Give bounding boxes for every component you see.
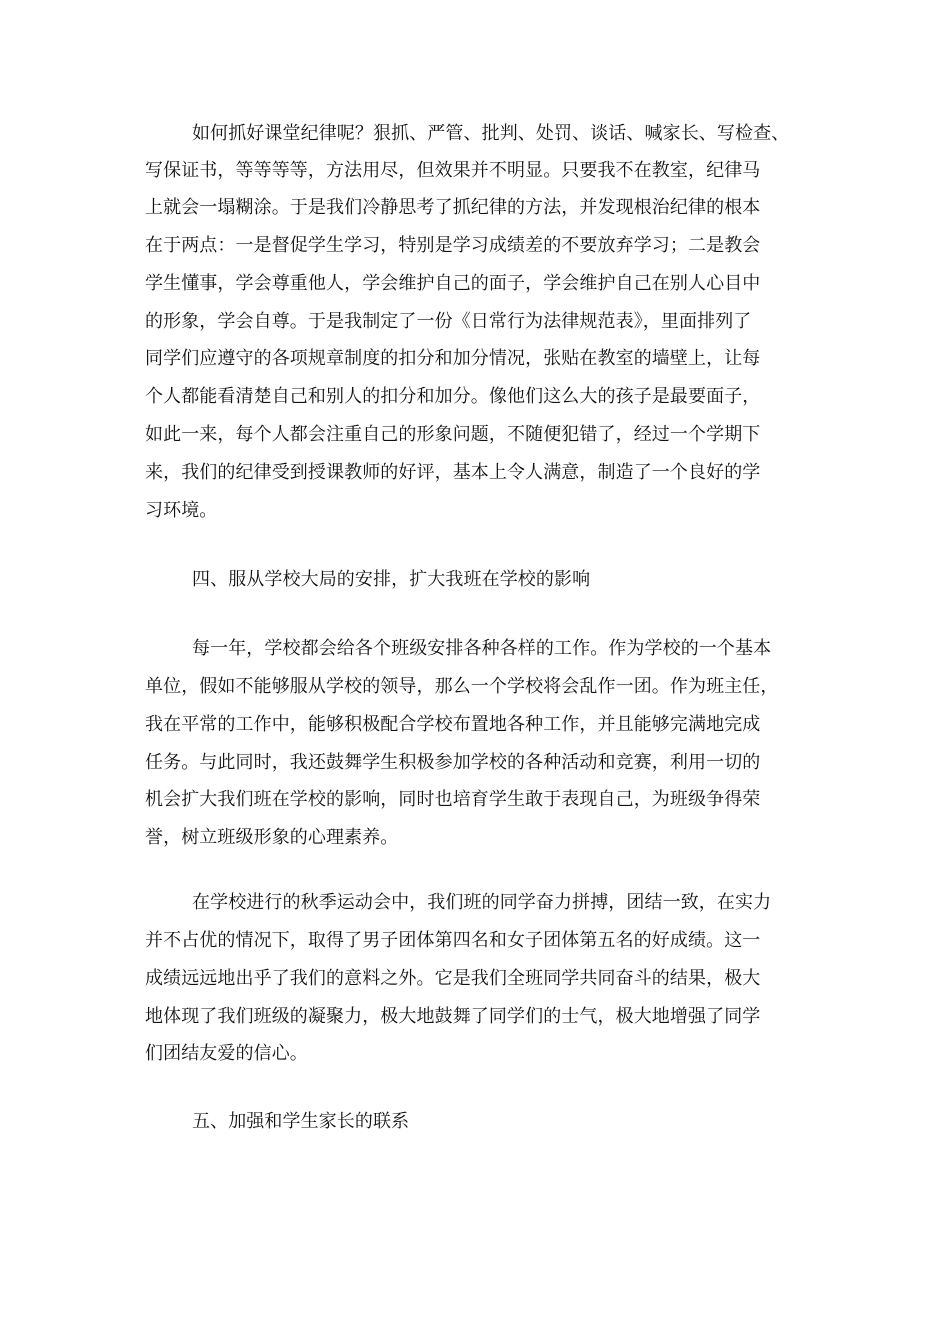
paragraph-line: 我在平常的工作中，能够积极配合学校布置地各种工作，并且能够完满地完成 [145,714,761,735]
paragraph-line: 成绩远远地出乎了我们的意料之外。它是我们全班同学共同奋斗的结果，极大 [145,968,761,989]
paragraph-line: 在于两点：一是督促学生学习，特别是学习成绩差的不要放弃学习；二是教会 [145,235,761,256]
paragraph-line: 如此一来，每个人都会注重自己的形象问题，不随便犯错了，经过一个学期下 [145,424,761,445]
paragraph-line: 机会扩大我们班在学校的影响，同时也培育学生敢于表现自己，为班级争得荣 [145,789,761,810]
paragraph-line: 单位，假如不能够服从学校的领导，那么一个学校将会乱作一团。作为班主任， [145,676,779,697]
paragraph-line: 在学校进行的秋季运动会中，我们班的同学奋力拼搏，团结一致，在实力 [192,892,772,913]
paragraph-line: 任务。与此同时，我还鼓舞学生积极参加学校的各种活动和竞赛，利用一切的 [145,752,761,773]
section-heading: 四、服从学校大局的安排，扩大我班在学校的影响 [192,569,591,590]
paragraph-line: 并不占优的情况下，取得了男子团体第四名和女子团体第五名的好成绩。这一 [145,930,761,951]
paragraph-line: 学生懂事，学会尊重他人，学会维护自己的面子，学会维护自己在别人心目中 [145,273,761,294]
paragraph-line: 写保证书，等等等等，方法用尽，但效果并不明显。只要我不在教室，纪律马 [145,160,761,181]
paragraph-line: 誉，树立班级形象的心理素养。 [145,827,399,848]
paragraph-line: 如何抓好课堂纪律呢？狠抓、严管、批判、处罚、谈话、喊家长、写检查、 [192,123,790,144]
paragraph-line: 每一年，学校都会给各个班级安排各种各样的工作。作为学校的一个基本 [192,638,772,659]
paragraph-line: 习环境。 [145,500,218,521]
paragraph-line: 同学们应遵守的各项规章制度的扣分和加分情况，张贴在教室的墙壁上，让每 [145,348,761,369]
paragraph-line: 个人都能看清楚自己和别人的扣分和加分。像他们这么大的孩子是最要面子， [145,386,761,407]
paragraph-line: 地体现了我们班级的凝聚力，极大地鼓舞了同学们的士气，极大地增强了同学 [145,1006,761,1027]
section-heading: 五、加强和学生家长的联系 [192,1111,410,1132]
paragraph-line: 来，我们的纪律受到授课教师的好评，基本上令人满意，制造了一个良好的学 [145,462,761,483]
paragraph-line: 的形象，学会自尊。于是我制定了一份《日常行为法律规范表》，里面排列了 [145,311,752,332]
paragraph-line: 上就会一塌糊涂。于是我们冷静思考了抓纪律的方法，并发现根治纪律的根本 [145,197,761,218]
paragraph-line: 们团结友爱的信心。 [145,1043,308,1064]
